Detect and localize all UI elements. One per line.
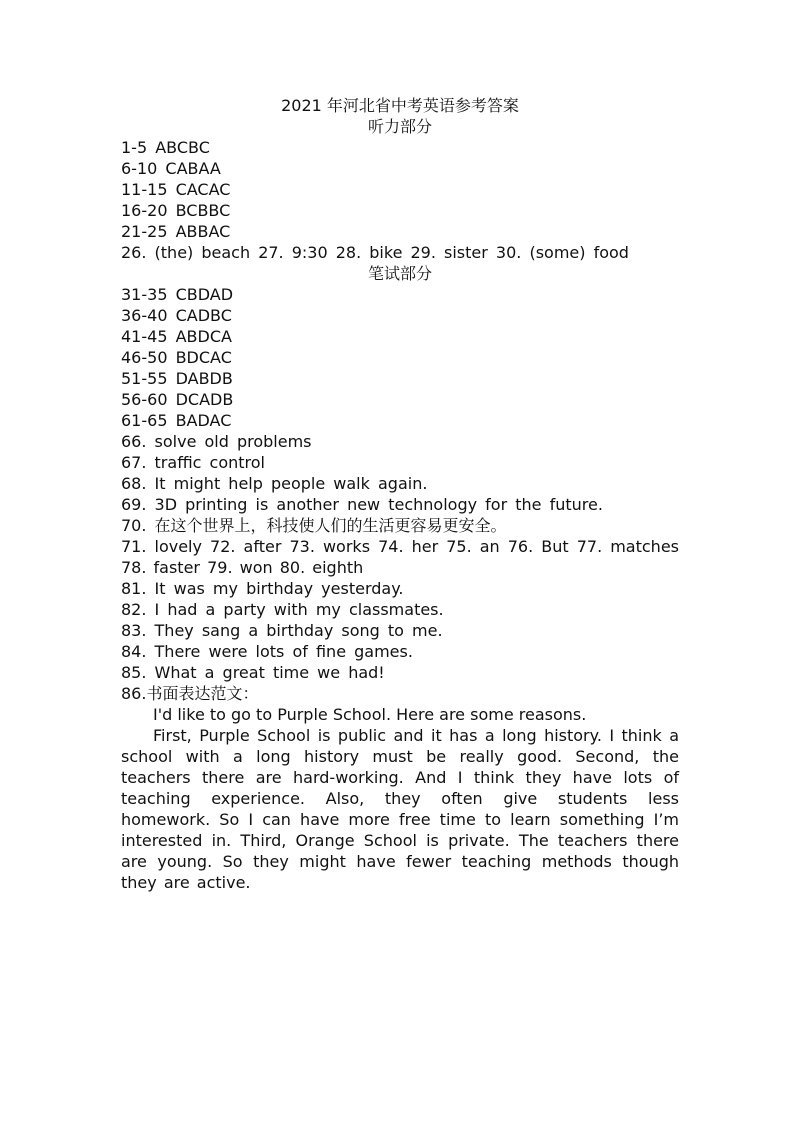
answer-line: 68. It might help people walk again. xyxy=(121,474,428,493)
answer-line: 70. 在这个世界上，科技使人们的生活更容易更安全。 xyxy=(121,516,507,535)
answer-line: 83. They sang a birthday song to me. xyxy=(121,621,443,640)
answer-line: 51-55 DABDB xyxy=(121,369,233,388)
section-heading-listening: 听力部分 xyxy=(367,117,432,136)
answer-line: 11-15 CACAC xyxy=(121,180,231,199)
answer-line: 1-5 ABCBC xyxy=(121,138,210,157)
essay-paragraph: First, Purple School is public and it has a long history. I think a school with a long history must be really good. Second, the teachers there are hard-working. And I think they have lots of teaching experience. Also, they often give students less homework. So I can have more free time to learn something I’m interested in. Third, Orange School is private. The teachers there are young. So they might have fewer teaching methods though they are active. xyxy=(121,726,679,892)
essay-paragraph: I'd like to go to Purple School. Here are some reasons. xyxy=(153,705,587,724)
answer-line: 56-60 DCADB xyxy=(121,390,234,409)
answer-line: 81. It was my birthday yesterday. xyxy=(121,579,404,598)
writing-answers xyxy=(121,284,679,536)
answer-line: 85. What a great time we had! xyxy=(121,663,385,682)
answer-line: 6-10 CABAA xyxy=(121,159,221,178)
answer-line: 46-50 BDCAC xyxy=(121,348,232,367)
answer-line: 26. (the) beach 27. 9:30 28. bike 29. sister 30. (some) food xyxy=(121,243,629,262)
sample-essay xyxy=(121,704,679,893)
answer-line: 31-35 CBDAD xyxy=(121,285,234,304)
answers-71-80: 71. lovely 72. after 73. works 74. her 75. an 76. But 77. matches 78. faster 79. won 80. eighth xyxy=(121,537,679,577)
document-title: 2021 年河北省中考英语参考答案 xyxy=(281,96,519,115)
answer-line: 67. traffic control xyxy=(121,453,265,472)
document-page xyxy=(121,95,679,893)
section-heading-writing: 笔试部分 xyxy=(367,264,432,283)
answer-line: 41-45 ABDCA xyxy=(121,327,232,346)
essay-heading: 86.书面表达范文： xyxy=(121,684,259,703)
answer-line: 16-20 BCBBC xyxy=(121,201,231,220)
listening-answers xyxy=(121,137,679,263)
answer-line: 61-65 BADAC xyxy=(121,411,232,430)
answer-line: 21-25 ABBAC xyxy=(121,222,231,241)
answer-line: 36-40 CADBC xyxy=(121,306,232,325)
answer-line: 66. solve old problems xyxy=(121,432,312,451)
answer-line: 69. 3D printing is another new technology for the future. xyxy=(121,495,603,514)
answers-81-85 xyxy=(121,578,679,683)
answer-line: 82. I had a party with my classmates. xyxy=(121,600,444,619)
answer-line: 84. There were lots of fine games. xyxy=(121,642,413,661)
